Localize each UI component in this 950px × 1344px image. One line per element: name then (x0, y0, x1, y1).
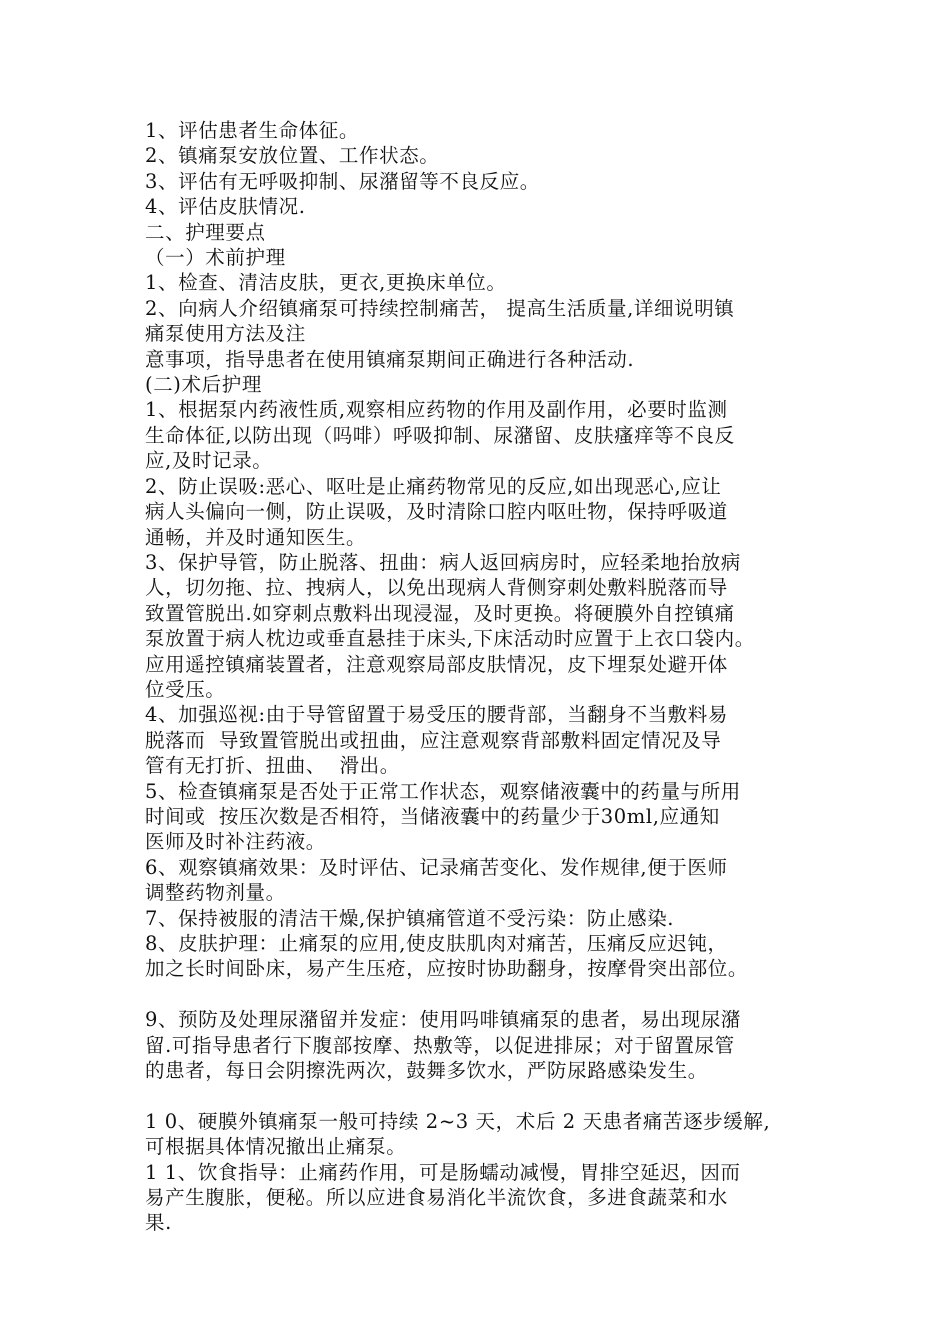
paragraph-post11 (145, 1160, 835, 1236)
text-line: 医师及时补注药液。 (145, 830, 326, 854)
paragraph-post2 (145, 474, 835, 550)
paragraph-post6 (145, 855, 835, 906)
text-line: 8、皮肤护理：止痛泵的应用,使皮肤肌肉对痛苦，压痛反应迟钝， (145, 932, 728, 955)
text-line: (二)术后护理 (145, 373, 262, 397)
paragraph-p2 (145, 143, 835, 168)
text-line: 3、保护导管，防止脱落、扭曲：病人返回病房时，应轻柔地抬放病 (145, 550, 741, 574)
paragraph-spacer (145, 982, 835, 1007)
text-line: 2、防止误吸:恶心、呕吐是止痛药物常见的反应,如出现恶心,应让 (145, 474, 722, 498)
paragraph-post9 (145, 1007, 835, 1083)
text-line: 二、护理要点 (145, 220, 266, 244)
text-line: 应用遥控镇痛装置者，注意观察局部皮肤情况，皮下埋泵处避开体 (145, 652, 728, 676)
text-line: 管有无打折、扭曲、 滑出。 (145, 754, 400, 778)
text-line: 位受压。 (145, 677, 226, 701)
text-line: 加之长时间卧床，易产生压疮，应按时协助翻身，按摩骨突出部位。 (145, 957, 749, 981)
text-line: 1、检查、清洁皮肤，更衣,更换床单位。 (145, 271, 507, 295)
text-line: 5、检查镇痛泵是否处于正常工作状态，观察储液囊中的药量与所用 (145, 779, 741, 803)
paragraph-p3 (145, 169, 835, 194)
text-line: 生命体征,以防出现（吗啡）呼吸抑制、尿潴留、皮肤瘙痒等不良反 (145, 423, 735, 447)
paragraph-pre2 (145, 296, 835, 372)
text-line: 调整药物剂量。 (145, 881, 286, 905)
paragraph-post10 (145, 1109, 835, 1160)
text-line: 人，切勿拖、拉、拽病人，以免出现病人背侧穿刺处敷料脱落而导 (145, 576, 728, 600)
text-line: 意事项，指导患者在使用镇痛泵期间正确进行各种活动. (145, 347, 635, 371)
text-line: 时间或 按压次数是否相符，当储液囊中的药量少于30ml,应通知 (145, 804, 720, 828)
text-line: 4、评估皮肤情况. (145, 195, 306, 219)
text-line: 致置管脱出.如穿刺点敷料出现浸湿，及时更换。将硬膜外自控镇痛 (145, 601, 735, 625)
text-line: 通畅，并及时通知医生。 (145, 525, 367, 549)
text-line: 1 1、饮食指导：止痛药作用，可是肠蠕动减慢，胃排空延迟，因而 (145, 1160, 741, 1184)
text-line: 可根据具体情况撤出止痛泵。 (145, 1135, 407, 1159)
paragraph-pre1 (145, 270, 835, 295)
text-line: 留.可指导患者行下腹部按摩、热敷等，以促进排尿；对于留置尿管 (145, 1033, 735, 1057)
document-body (145, 118, 835, 1236)
text-line: 1、根据泵内药液性质,观察相应药物的作用及副作用，必要时监测 (145, 398, 728, 422)
text-line: 3、评估有无呼吸抑制、尿潴留等不良反应。 (145, 169, 540, 193)
paragraph-p4 (145, 194, 835, 219)
text-line: 6、观察镇痛效果：及时评估、记录痛苦变化、发作规律,便于医师 (145, 855, 728, 879)
paragraph-post4 (145, 702, 835, 778)
text-line: 泵放置于病人枕边或垂直悬挂于床头,下床活动时应置于上衣口袋内。 (145, 627, 755, 651)
paragraph-p1 (145, 118, 835, 143)
paragraph-post8 (145, 931, 835, 982)
text-line: 应,及时记录。 (145, 449, 273, 473)
paragraph-h2 (145, 220, 835, 245)
paragraph-h2a (145, 245, 835, 270)
text-line: 2、向病人介绍镇痛泵可持续控制痛苦， 提高生活质量,详细说明镇 (145, 296, 735, 320)
paragraph-post3 (145, 550, 835, 702)
paragraph-spacer (145, 1083, 835, 1108)
text-line: （一）术前护理 (145, 246, 286, 270)
paragraph-post5 (145, 779, 835, 855)
text-line: 易产生腹胀，便秘。所以应进食易消化半流饮食，多进食蔬菜和水 (145, 1186, 728, 1210)
text-line: 的患者，每日会阴擦洗两次，鼓舞多饮水，严防尿路感染发生。 (145, 1059, 708, 1083)
text-line: 2、镇痛泵安放位置、工作状态。 (145, 144, 440, 168)
text-line: 4、加强巡视:由于导管留置于易受压的腰背部，当翻身不当敷料易 (145, 703, 728, 727)
paragraph-post1 (145, 397, 835, 473)
paragraph-post7 (145, 906, 835, 931)
text-line: 1、评估患者生命体征。 (145, 119, 360, 142)
text-line: 病人头偏向一侧，防止误吸，及时清除口腔内呕吐物，保持呼吸道 (145, 500, 728, 524)
text-line: 7、保持被服的清洁干燥,保护镇痛管道不受污染：防止感染. (145, 906, 675, 930)
text-line: 脱落而 导致置管脱出或扭曲，应注意观察背部敷料固定情况及导 (145, 728, 722, 752)
text-line: 果. (145, 1211, 172, 1235)
paragraph-h2b (145, 372, 835, 397)
text-line: 9、预防及处理尿潴留并发症：使用吗啡镇痛泵的患者，易出现尿潴 (145, 1008, 741, 1032)
text-line: 痛泵使用方法及注 (145, 322, 306, 346)
text-line: 1 0、硬膜外镇痛泵一般可持续 2~3 天，术后 2 天患者痛苦逐步缓解, (145, 1109, 771, 1133)
